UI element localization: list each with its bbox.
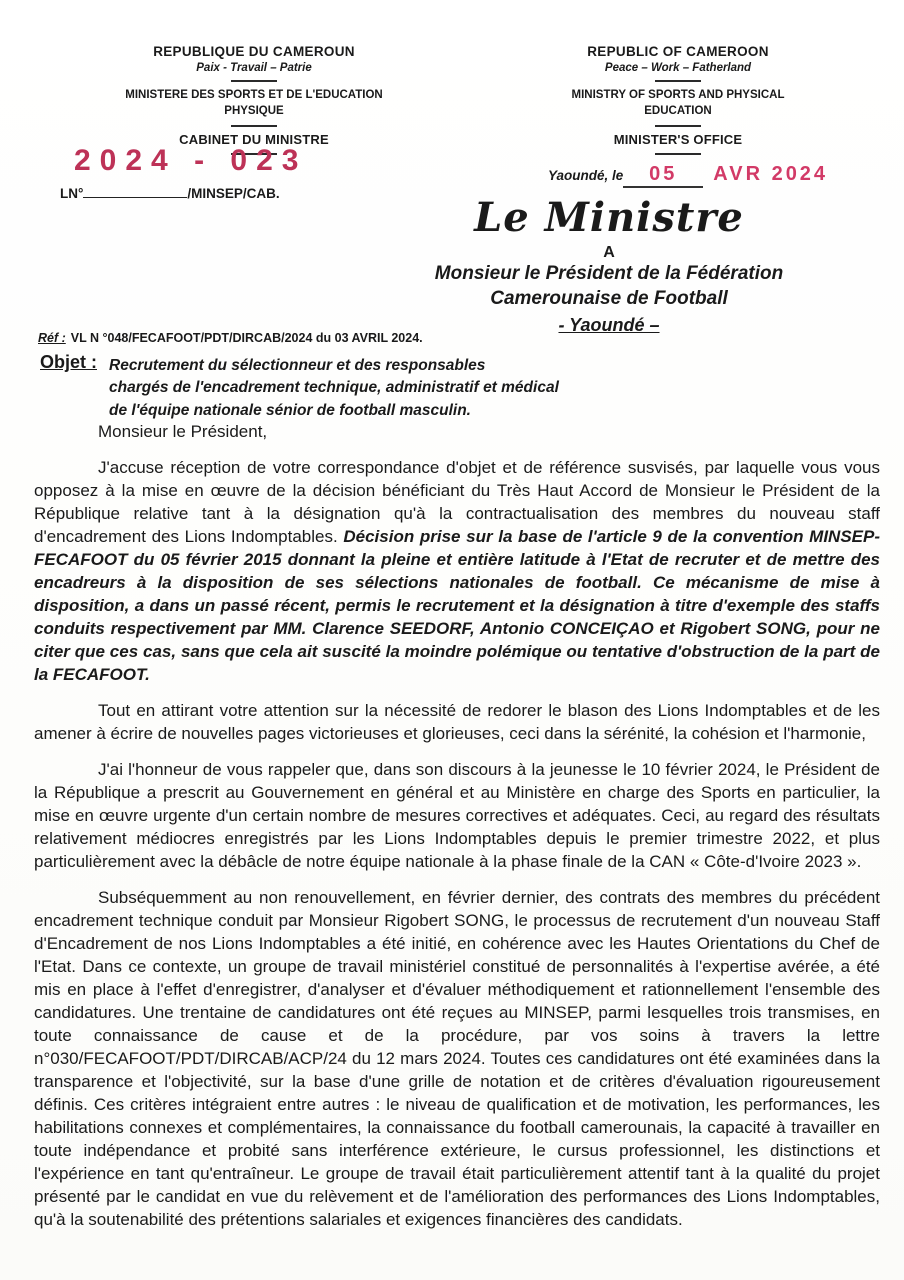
divider [231, 125, 277, 127]
subject-label: Objet : [40, 352, 97, 372]
sender-title-script: Le Ministre [474, 194, 744, 241]
country-title-en: REPUBLIC OF CAMEROON [587, 44, 769, 59]
motto-fr: Paix - Travail – Patrie [196, 62, 312, 74]
subject-line2: chargés de l'encadrement technique, administratif et médical [109, 379, 559, 397]
ministry-name-fr-line2: PHYSIQUE [224, 105, 284, 118]
subject-text [109, 352, 559, 422]
date-stamp-month-year: AVR 2024 [713, 163, 829, 186]
ministry-name-en-line1: MINISTRY OF SPORTS AND PHYSICAL [571, 89, 785, 101]
reference-line [38, 331, 423, 345]
addressee-to: A [603, 244, 615, 261]
paragraph-3: J'ai l'honneur de vous rappeler que, dans son discours à la jeunesse le 10 février 2024, le Président de la République a prescrit au Gouvernement en général et au Ministère en charge des Sports en particulier, la mise en œuvre urgente d'un certain nombre de mesures correctives et adéquates. Ceci, au regard des résultats relativement médiocres enregistrés par les Lions Indomptables depuis le premier trimestre 2022, et plus particulièrement avec la débâcle de notre équipe nationale à la phase finale de la CAN « Côte-d'Ivoire 2023 ». [34, 760, 880, 871]
country-title-fr: REPUBLIQUE DU CAMEROUN [153, 44, 355, 59]
paragraph-1 [34, 456, 880, 686]
subject-line3: de l'équipe nationale sénior de football masculin. [109, 401, 471, 419]
letter-body [34, 420, 880, 1244]
paragraph-4: Subséquemment au non renouvellement, en février dernier, des contrats des membres du précédent encadrement technique conduit par Monsieur Rigobert SONG, le processus de recrutement d'un nouveau Staff d'Encadrement de nos Lions Indomptables a été initié, en cohérence avec les Hautes Orientations du Chef de l'Etat. Dans ce contexte, un groupe de travail ministériel constitué de personnalités à l'expertise avérée, a été mis en place à l'effet d'enregistrer, d'analyser et d'évaluer méthodiquement et rationnellement l'ensemble des candidatures. Une trentaine de candidatures ont été reçues au MINSEP, parmi lesquelles trois transmises, en toute connaissance de cause et de la procédure, par vos soins à travers la lettre n°030/FECAFOOT/PDT/DIRCAB/ACP/24 du 12 mars 2024. Toutes ces candidatures ont été examinées dans la transparence et l'objectivité, sur la base d'une grille de notation et de critères d'évaluation rigoureusement définis. Ces critères intégraient entre autres : le niveau de qualification et de motivation, les performances, les habilitations connexes et complémentaires, la connaissance du football camerounais, la capacité à travailler en toute indépendance et probité sans interférence extérieure, le cursus professionnel, les distinctions et l'expérience en tant qu'entraîneur. Le groupe de travail était particulièrement attentif tant à la qualité du projet présenté par le candidat en vue du relèvement et de l'amélioration des performances des Lions Indomptables, qu'à la soutenabilité des prétentions salariales et exigences financières des candidats. [34, 888, 880, 1229]
ministry-name-en-line2: EDUCATION [644, 105, 712, 118]
place-date-line [512, 163, 844, 188]
registration-number-line [60, 186, 280, 201]
divider [655, 80, 701, 82]
motto-en: Peace – Work – Fatherland [604, 62, 752, 74]
date-underline-slot [623, 163, 703, 188]
addressee-city: - Yaoundé – [558, 315, 660, 336]
ministry-name-fr-line1: MINISTERE DES SPORTS ET DE L'EDUCATION [125, 89, 383, 101]
addressee-block [368, 194, 850, 336]
registration-number-stamp: 2024 - 023 [74, 144, 308, 178]
ministry-name-en [512, 87, 844, 119]
divider [655, 153, 701, 155]
ministry-name-fr [58, 87, 450, 119]
registration-suffix: /MINSEP/CAB. [187, 186, 280, 202]
header-english [512, 44, 844, 188]
subject-block [40, 352, 559, 422]
office-name-fr: CABINET DU MINISTRE [179, 132, 329, 148]
reference-value: VL N °048/FECAFOOT/PDT/DIRCAB/2024 du 03 AVRIL 2024. [70, 331, 423, 345]
subject-line1: Recrutement du sélectionneur et des responsables [109, 357, 486, 374]
registration-prefix: LN° [60, 186, 84, 202]
paragraph-2: Tout en attirant votre attention sur la nécessité de redorer le blason des Lions Indomptables et de les amener à écrire de nouvelles pages victorieuses et glorieuses, ceci dans la sérénité, la cohésion et l'harmonie, [34, 701, 880, 743]
salutation: Monsieur le Président, [98, 422, 268, 441]
reference-label: Réf : [38, 331, 66, 345]
paragraph-1-normal: J'accuse réception de votre correspondance d'objet et de référence susvisés, par laquelle vous vous opposez à la mise en œuvre de la décision bénéficiant du Très Haut Accord de Monsieur le Président de la République relative tant à la désignation qu'à la contractualisation des membres du nouveau staff d'encadrement des Lions Indomptables. [34, 458, 880, 546]
addressee-line2: Camerounaise de Football [490, 287, 728, 309]
paragraph-1-emphasis: Décision prise sur la base de l'article 9 de la convention MINSEP-FECAFOOT du 05 février 2015 donnant la pleine et entière latitude à l'Etat de recruter et de mettre des encadreurs à la disposition de ses sélections nationales de football. Ce mécanisme de mise à disposition, a dans un passé récent, permis le recrutement et la désignation à titre d'exemple des staffs conduits respectivement par MM. Clarence SEEDORF, Antonio CONCEIÇAO et Rigobert SONG, pour ne citer que ces cas, sans que cela ait suscité la moindre polémique ou tentative d'obstruction de la part de la FECAFOOT. [34, 527, 880, 684]
date-stamp-day: 05 [649, 163, 678, 186]
divider [231, 80, 277, 82]
addressee-line1: Monsieur le Président de la Fédération [434, 263, 784, 284]
place-date-label: Yaoundé, le [548, 168, 624, 184]
office-name-en: MINISTER'S OFFICE [613, 132, 743, 148]
blank-underline [83, 196, 187, 198]
divider [655, 125, 701, 127]
